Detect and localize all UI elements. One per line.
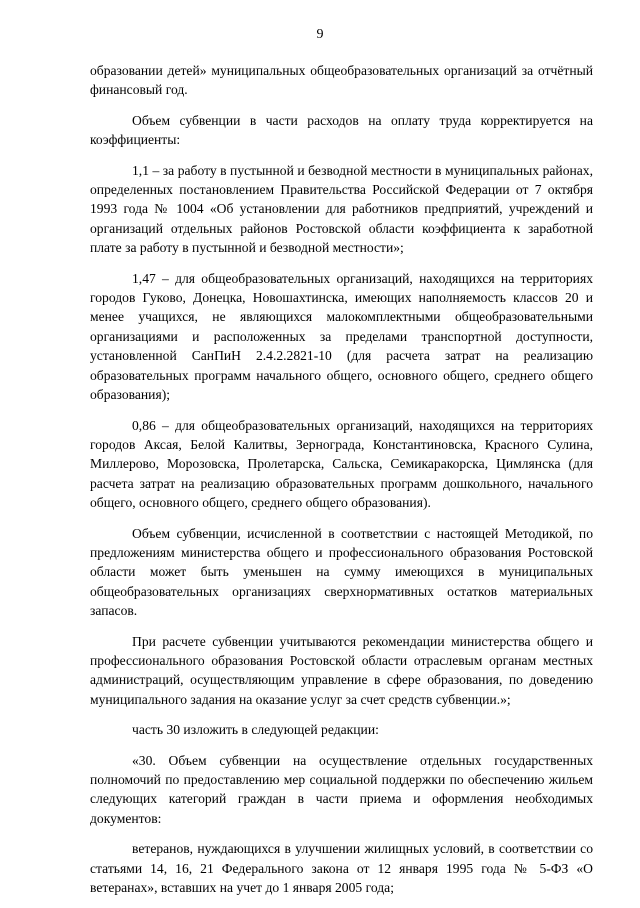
paragraph-coefficient-1-47: 1,47 – для общеобразовательных организаций, находящихся на территориях городов Гуково, Донецка, Новошахтинска, имеющих наполняемость классов 20 и менее учащихся, не являющихся малокомплектными общеобразовательными организациями и расположенных за пределами транспортной доступности, установленной СанПиН 2.4.2.2821-10 (для расчета затрат на реализацию образовательных программ начального общего, основного общего, среднего общего образования); [90, 270, 593, 403]
paragraph-veterans: ветеранов, нуждающихся в улучшении жилищных условий, в соответствии со статьями 14, 16, 21 Федерального закона от 12 января 1995 года № 5-ФЗ «О ветеранах», вставших на учет до 1 января 2005 года; [90, 841, 593, 896]
page-number: 9 [316, 27, 324, 42]
paragraph-part-30-text: «30. Объем субвенции на осуществление отдельных государственных полномочий по предоставлению мер социальной поддержки по обеспечению жильем следующих категорий граждан в части приема и оформления необходимых документов: [90, 752, 593, 826]
paragraph-recommendations: При расчете субвенции учитываются рекомендации министерства общего и профессионального образования Ростовской области отраслевым органам местных администраций, осуществляющим управление в сфере образования, по доведению муниципального задания на оказание услуг за счет средств субвенции.»; [90, 633, 593, 707]
document-body [90, 61, 593, 908]
paragraph-continuation: образовании детей» муниципальных общеобразовательных организаций за отчётный финансовый год. [90, 63, 593, 98]
paragraph-subvention-reduction: Объем субвенции, исчисленной в соответствии с настоящей Методикой, по предложениям министерства общего и профессионального образования Ростовской области может быть уменьшен на сумму имеющихся в муниципальных общеобразовательных организациях сверхнормативных остатков материальных запасов. [90, 525, 593, 619]
paragraph-coefficient-1-1: 1,1 – за работу в пустынной и безводной местности в муниципальных районах, определенных постановлением Правительства Российской Федерации от 7 октября 1993 года № 1004 «Об установлении для работников предприятий, учреждений и организаций отдельных районов Ростовской области коэффициента к заработной плате за работу в пустынной и безводной местности»; [90, 162, 593, 256]
paragraph-coefficients-intro: Объем субвенции в части расходов на оплату труда корректируется на коэффициенты: [90, 112, 593, 148]
paragraph-coefficient-0-86: 0,86 – для общеобразовательных организаций, находящихся на территориях городов Аксая, Белой Калитвы, Зернограда, Константиновска, Красного Сулина, Миллерово, Морозовска, Пролетарска, Сальска, Семикаракорска, Цимлянска (для расчета затрат на реализацию образовательных программ дошкольного, начального общего, основного общего, среднего общего образования). [90, 417, 593, 511]
paragraph-part-30-intro: часть 30 изложить в следующей редакции: [132, 722, 379, 738]
